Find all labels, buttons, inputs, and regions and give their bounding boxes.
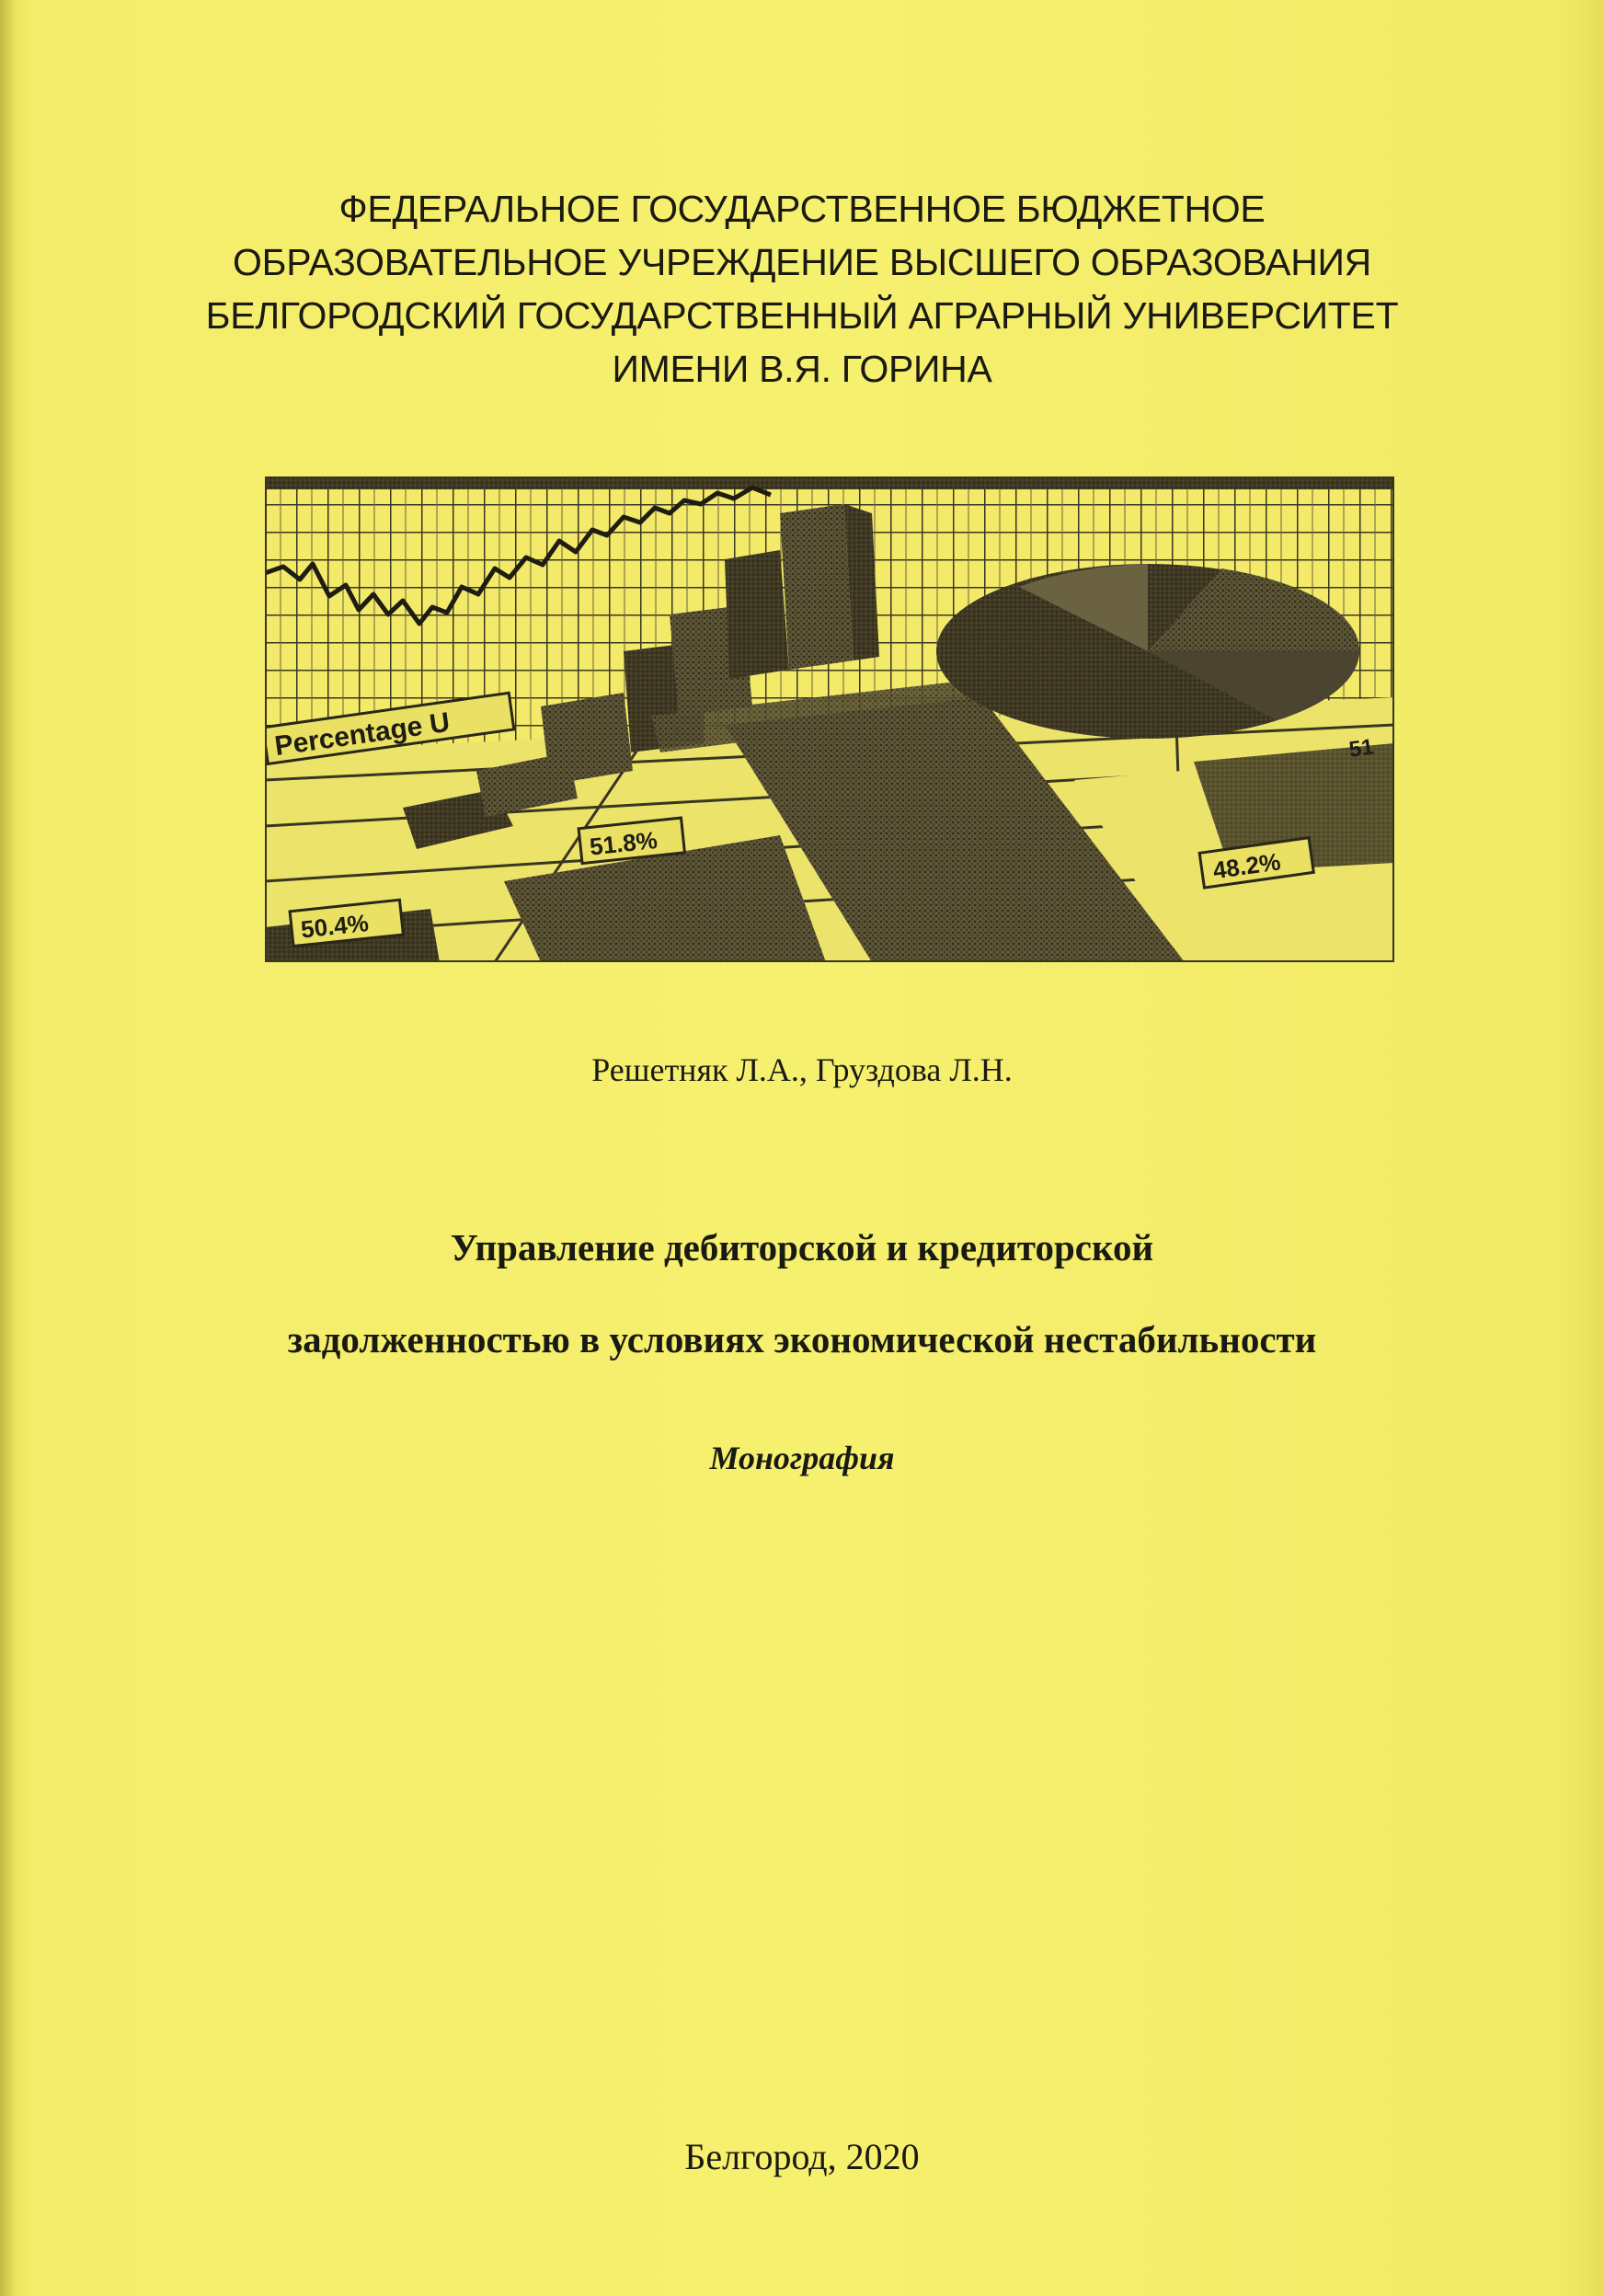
illustration-label-51: 51 — [1347, 734, 1376, 763]
book-title — [0, 1201, 1604, 1385]
financial-charts-image — [265, 476, 1394, 962]
genre-label: Монография — [709, 1440, 895, 1476]
illustration-label-percentage: Percentage U — [272, 706, 453, 763]
illustration-label-482: 48.2% — [1210, 847, 1283, 885]
institution-header — [158, 182, 1446, 396]
header-line-2: ОБРАЗОВАТЕЛЬНОЕ УЧРЕЖДЕНИЕ ВЫСШЕГО ОБРАЗОВАНИЯ — [233, 241, 1371, 283]
pie-chart — [936, 564, 1359, 739]
header-line-3: БЕЛГОРОДСКИЙ ГОСУДАРСТВЕННЫЙ АГРАРНЫЙ УНИВЕРСИТЕТ — [205, 294, 1399, 337]
cover-illustration — [265, 476, 1394, 962]
city-year: Белгород, 2020 — [684, 2136, 920, 2177]
title-line-1: Управление дебиторской и кредиторской — [450, 1226, 1154, 1269]
title-line-2: задолженностью в условиях экономической нестабильности — [287, 1318, 1317, 1360]
header-line-4: ИМЕНИ В.Я. ГОРИНА — [612, 348, 992, 390]
header-line-1: ФЕДЕРАЛЬНОЕ ГОСУДАРСТВЕННОЕ БЮДЖЕТНОЕ — [338, 188, 1266, 230]
illustration-label-518: 51.8% — [588, 825, 659, 861]
spine-shadow — [0, 0, 17, 2296]
illustration-label-504: 50.4% — [299, 908, 371, 944]
authors: Решетняк Л.А., Груздова Л.Н. — [591, 1051, 1013, 1088]
